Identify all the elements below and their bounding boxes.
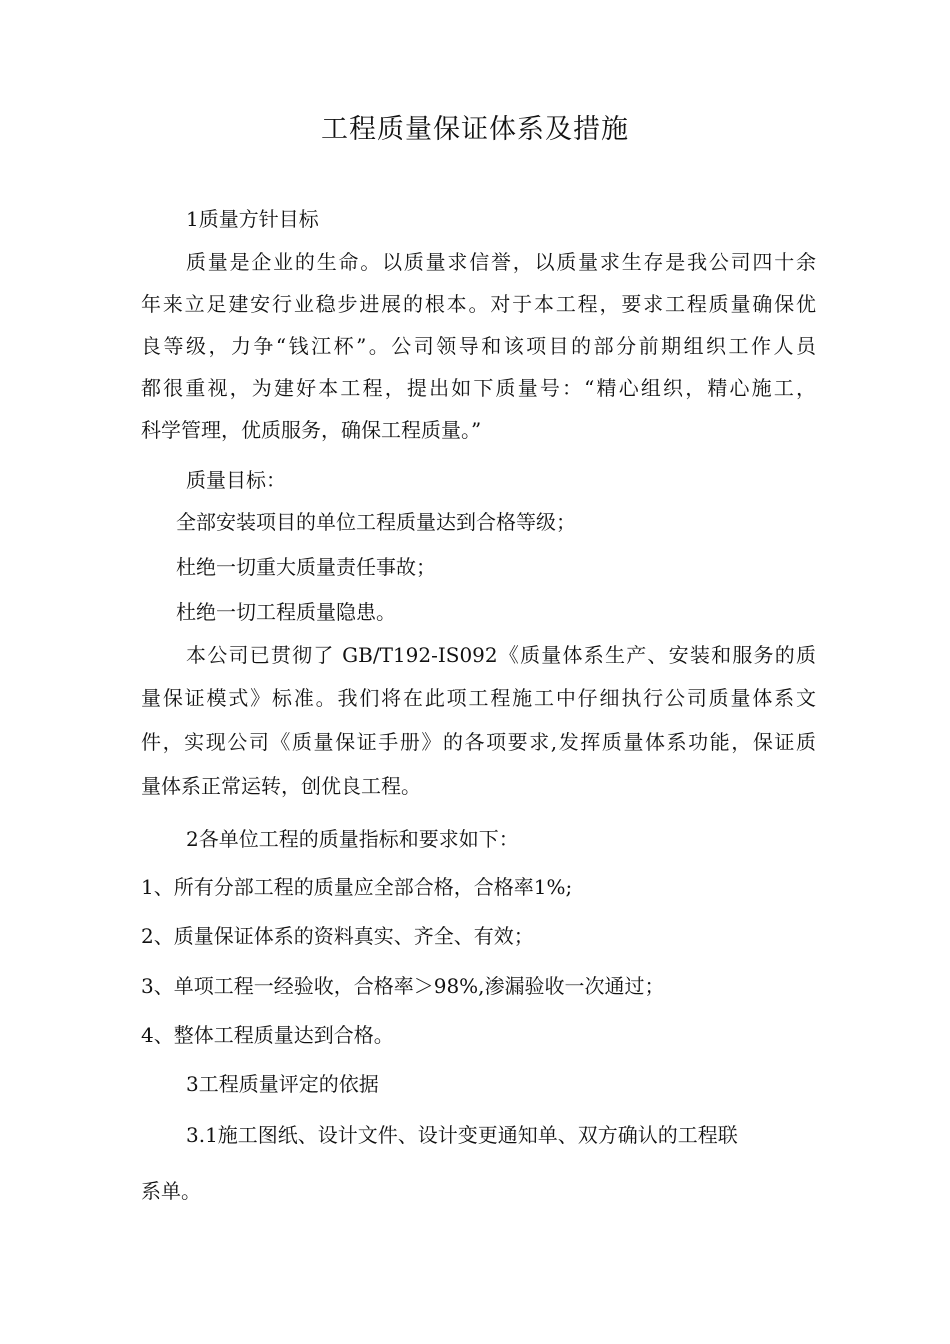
section-heading-1: 1质量方针目标 [186, 207, 319, 231]
list-item: 4、整体工程质量达到合格。 [141, 1023, 394, 1047]
document-title: 工程质量保证体系及措施 [321, 114, 629, 145]
section-heading-2: 2各单位工程的质量指标和要求如下： [186, 827, 519, 851]
quality-goal-label: 质量目标： [186, 468, 286, 492]
paragraph-line: 良等级，力争“钱江杯”。公司领导和该项目的部分前期组织工作人员 [141, 334, 816, 358]
paragraph-line: 量体系正常运转，创优良工程。 [141, 774, 421, 798]
goal-item: 杜绝一切工程质量隐患。 [176, 600, 396, 624]
goal-item: 杜绝一切重大质量责任事故； [176, 555, 436, 579]
section-heading-3: 3工程质量评定的依据 [186, 1072, 379, 1096]
paragraph-line: 系单。 [141, 1179, 201, 1203]
list-item: 3、单项工程一经验收，合格率＞98%,渗漏验收一次通过； [141, 974, 665, 998]
paragraph-line: 量保证模式》标准。我们将在此项工程施工中仔细执行公司质量体系文 [141, 686, 816, 710]
paragraph-line: 质量是企业的生命。以质量求信誉，以质量求生存是我公司四十余 [186, 250, 816, 274]
list-item: 1、所有分部工程的质量应全部合格，合格率1%; [141, 875, 573, 899]
list-item: 2、质量保证体系的资料真实、齐全、有效； [141, 924, 534, 948]
paragraph-line: 都很重视，为建好本工程，提出如下质量号：“精心组织，精心施工， [141, 376, 816, 400]
goal-item: 全部安装项目的单位工程质量达到合格等级； [176, 510, 576, 534]
paragraph-line: 科学管理，优质服务，确保工程质量。” [141, 418, 482, 442]
paragraph-line: 年来立足建安行业稳步进展的根本。对于本工程，要求工程质量确保优 [141, 292, 816, 316]
paragraph-line: 本公司已贯彻了 GB/T192-IS092《质量体系生产、安装和服务的质 [186, 643, 816, 667]
paragraph-line: 3.1施工图纸、设计文件、设计变更通知单、双方确认的工程联 [186, 1123, 738, 1147]
paragraph-line: 件，实现公司《质量保证手册》的各项要求,发挥质量体系功能，保证质 [141, 730, 816, 754]
